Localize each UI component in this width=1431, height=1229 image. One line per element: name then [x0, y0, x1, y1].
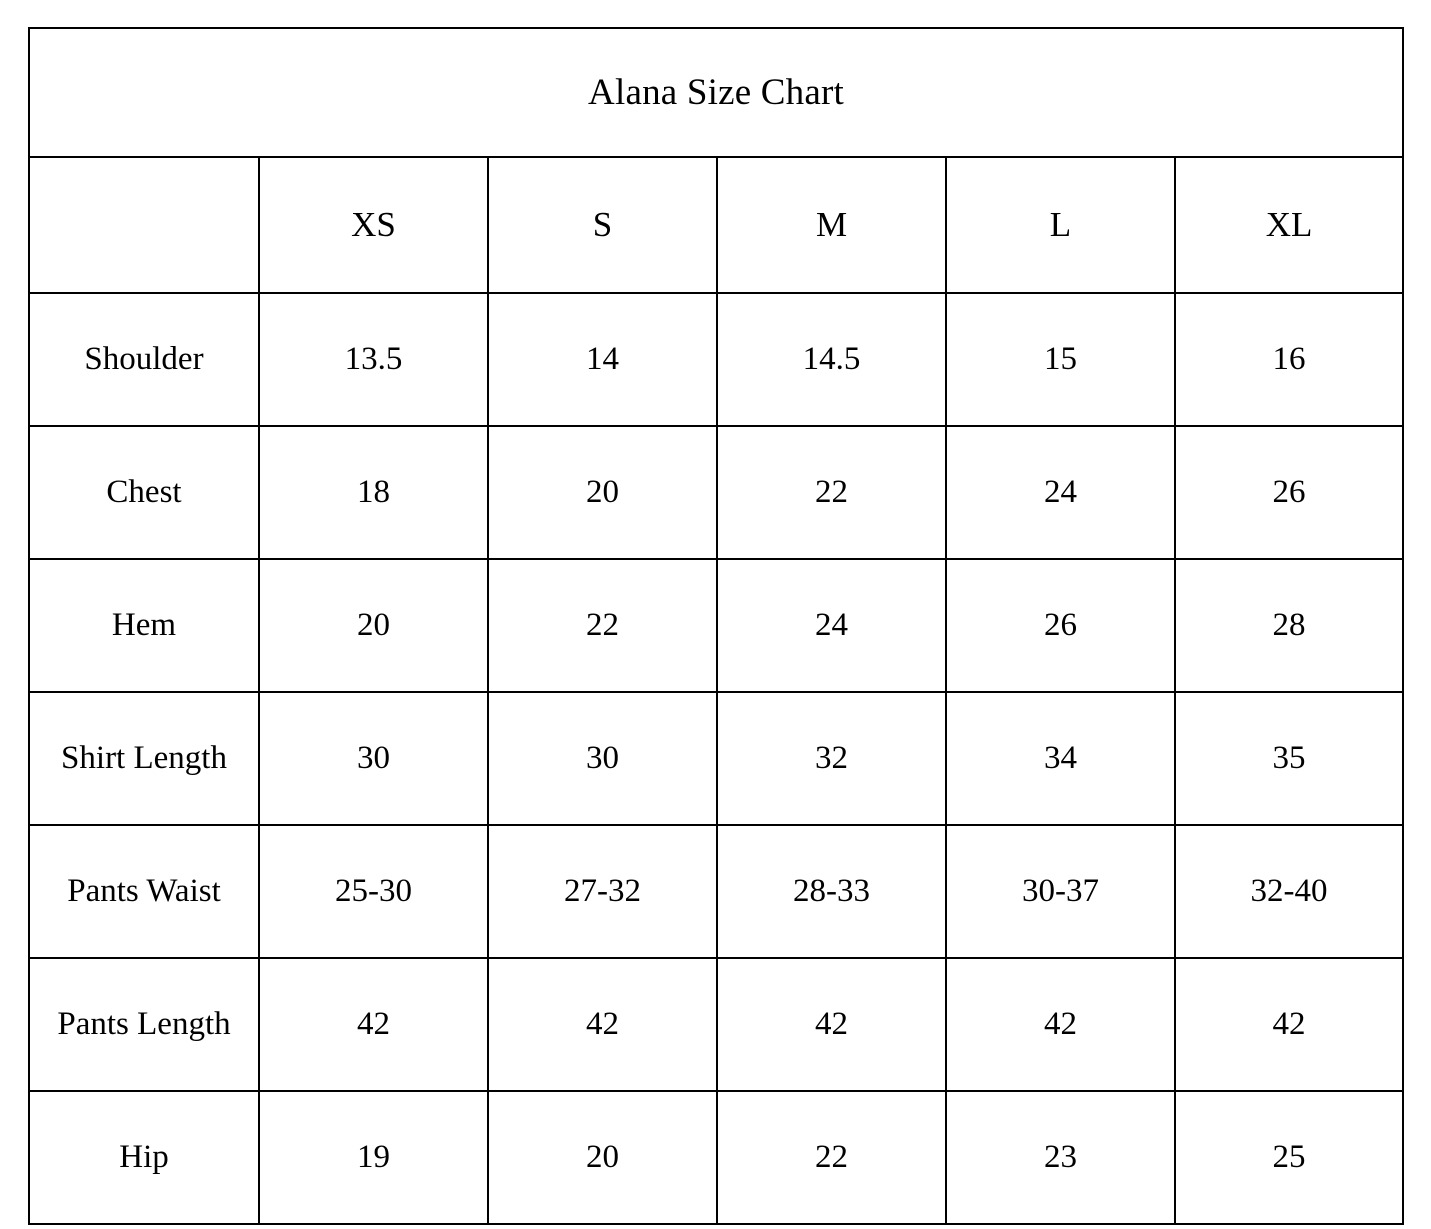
cell-hem-s: 22 [488, 559, 717, 692]
cell-chest-xs: 18 [259, 426, 488, 559]
row-label-pants-waist: Pants Waist [29, 825, 259, 958]
row-label-pants-length: Pants Length [29, 958, 259, 1091]
cell-hem-xs: 20 [259, 559, 488, 692]
cell-pants-waist-xl: 32-40 [1175, 825, 1403, 958]
cell-pants-waist-s: 27-32 [488, 825, 717, 958]
cell-chest-xl: 26 [1175, 426, 1403, 559]
table-row [29, 426, 1403, 559]
page-title: Alana Size Chart [29, 28, 1403, 157]
row-label-shoulder: Shoulder [29, 293, 259, 426]
cell-pants-length-xs: 42 [259, 958, 488, 1091]
table-row [29, 692, 1403, 825]
cell-pants-length-l: 42 [946, 958, 1175, 1091]
cell-pants-length-s: 42 [488, 958, 717, 1091]
column-header-s: S [488, 157, 717, 293]
cell-shoulder-m: 14.5 [717, 293, 946, 426]
cell-hem-l: 26 [946, 559, 1175, 692]
column-header-xl: XL [1175, 157, 1403, 293]
cell-shoulder-s: 14 [488, 293, 717, 426]
cell-hip-s: 20 [488, 1091, 717, 1224]
column-header-l: L [946, 157, 1175, 293]
cell-hip-xl: 25 [1175, 1091, 1403, 1224]
cell-shirt-length-l: 34 [946, 692, 1175, 825]
cell-pants-waist-l: 30-37 [946, 825, 1175, 958]
cell-pants-waist-xs: 25-30 [259, 825, 488, 958]
cell-hip-xs: 19 [259, 1091, 488, 1224]
cell-pants-length-xl: 42 [1175, 958, 1403, 1091]
column-header-m: M [717, 157, 946, 293]
row-label-hem: Hem [29, 559, 259, 692]
cell-shoulder-xs: 13.5 [259, 293, 488, 426]
table-row [29, 825, 1403, 958]
cell-hem-m: 24 [717, 559, 946, 692]
column-header-xs: XS [259, 157, 488, 293]
cell-shirt-length-xs: 30 [259, 692, 488, 825]
cell-shirt-length-s: 30 [488, 692, 717, 825]
table-header-row [29, 157, 1403, 293]
row-label-chest: Chest [29, 426, 259, 559]
row-label-hip: Hip [29, 1091, 259, 1224]
cell-chest-m: 22 [717, 426, 946, 559]
cell-shoulder-l: 15 [946, 293, 1175, 426]
row-label-shirt-length: Shirt Length [29, 692, 259, 825]
cell-hip-m: 22 [717, 1091, 946, 1224]
cell-hip-l: 23 [946, 1091, 1175, 1224]
table-row [29, 559, 1403, 692]
table-row [29, 958, 1403, 1091]
size-chart-table [28, 27, 1404, 1225]
table-title-row [29, 28, 1403, 157]
cell-shirt-length-m: 32 [717, 692, 946, 825]
cell-pants-length-m: 42 [717, 958, 946, 1091]
cell-chest-s: 20 [488, 426, 717, 559]
cell-hem-xl: 28 [1175, 559, 1403, 692]
table-row [29, 1091, 1403, 1224]
cell-pants-waist-m: 28-33 [717, 825, 946, 958]
cell-chest-l: 24 [946, 426, 1175, 559]
header-corner-cell [29, 157, 259, 293]
cell-shoulder-xl: 16 [1175, 293, 1403, 426]
cell-shirt-length-xl: 35 [1175, 692, 1403, 825]
table-row [29, 293, 1403, 426]
